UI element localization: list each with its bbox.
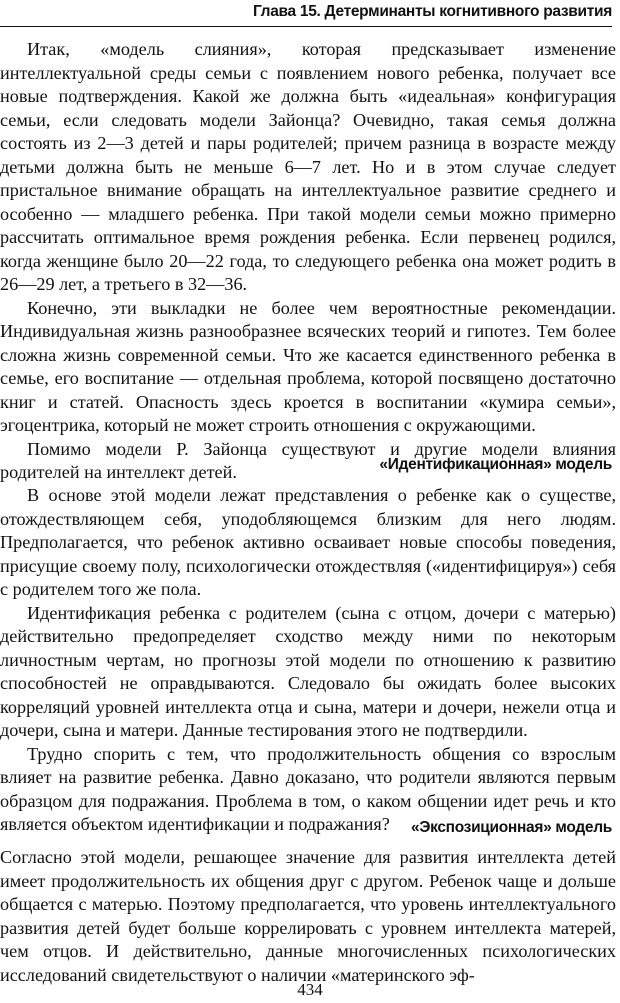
paragraph: Итак, «модель слияния», которая предсказывает изменение интеллектуальной среды семьи с появлением нового ребенка, получает все новые подтверждения. Какой же должна быть «идеальная» конфигурация семьи, если следовать модели Зайонца? Очевидно, такая семья должна состоять из 2—3 детей и пары родителей; причем разница в возрасте между детьми должна быть не меньше 6—7 лет. Но и в этом случае следует пристальное внимание обращать на интеллектуальное развитие среднего и особенно — младшего ребенка. При такой модели семьи можно примерно рассчитать оптимальное время рождения ребенка. Если первенец родился, когда женщине было 20—22 года, то следующего ребенка она может родить в 26—29 лет, а третьего в 32—36. <box>0 39 616 294</box>
paragraph: Помимо модели Р. Зайонца существуют и другие модели влияния родителей на интеллект детей. <box>0 438 616 482</box>
paragraph: Идентификация ребенка с родителем (сына с отцом, дочери с матерью) действительно предопределяет сходство между ними по некоторым личностным чертам, но прогнозы этой модели по отношению к развитию способностей не оправдываются. Следовало бы ожидать более высоких корреляций уровней интеллекта отца и сына, матери и дочери, нежели отца и дочери, сына и матери. Данные тестирования этого не подтвердили. <box>0 602 616 740</box>
running-header: Глава 15. Детерминанты когнитивного развития <box>252 3 612 20</box>
paragraph: Трудно спорить с тем, что продолжительность общения со взрослым влияет на развитие ребенка. Давно доказано, что родители являются первым образцом для подражания. Проблема в том, о каком общении идет речь и кто является объектом идентификации и подражания? <box>0 743 616 834</box>
section-heading-identification: «Идентификационная» модель <box>379 456 612 473</box>
section-heading-exposition: «Экспозиционная» модель <box>411 819 612 836</box>
section-identification-text <box>0 484 616 837</box>
section-exposition-text <box>0 846 616 987</box>
paragraph: Согласно этой модели, решающее значение для развития интеллекта детей имеет продолжительность их общения друг с другом. Ребенок чаще и дольше общается с матерью. Поэтому предполагается, что уровень интеллектуального развития детей будет больше коррелировать с уровнем интеллекта матерей, чем отцов. И действительно, данные многочисленных психологических исследований свидетельствуют о наличии «материнского эф- <box>0 847 616 985</box>
paragraph: В основе этой модели лежат представления о ребенке как о существе, отождествляющем себя, уподобляющемся близким для него людям. Предполагается, что ребенок активно осваивает новые способы поведения, присущие своему полу, психологически отождествляя («идентифицируя») себя с родителем того же пола. <box>0 485 616 599</box>
page-number: 434 <box>297 980 323 999</box>
header-rule <box>0 26 612 27</box>
paragraph: Конечно, эти выкладки не более чем вероятностные рекомендации. Индивидуальная жизнь разнообразнее всяческих теорий и гипотез. Тем более сложна жизнь современной семьи. Что же касается единственного ребенка в семье, его воспитание — отдельная проблема, которой посвящено достаточно книг и статей. Опасность здесь кроется в воспитании «кумира семьи», эгоцентрика, который не может строить отношения с окружающими. <box>0 297 616 435</box>
section-intro-text <box>0 38 616 485</box>
